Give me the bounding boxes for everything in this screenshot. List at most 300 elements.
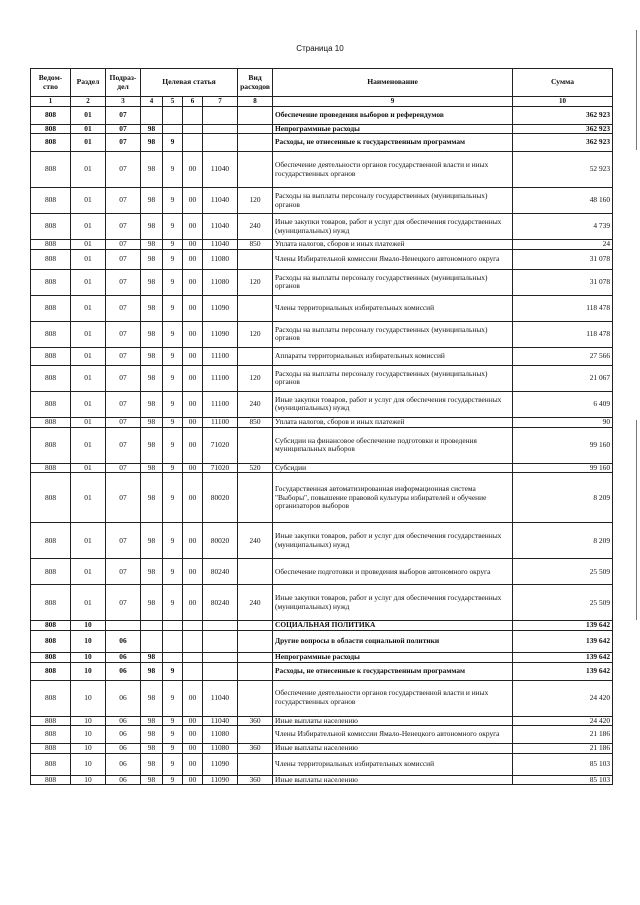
cell-razdel: 01 [71,321,106,347]
cell-cs4: 11040 [203,240,238,250]
cell-cs3 [183,621,203,631]
cell-summa: 8 209 [513,523,613,559]
cell-cs3: 00 [183,775,203,785]
cell-cs4: 11100 [203,347,238,365]
cell-cs3: 00 [183,716,203,726]
cell-cs2: 9 [163,249,183,269]
cell-podrazdel: 07 [106,240,141,250]
column-number-cell: 2 [71,97,106,107]
cell-razdel: 01 [71,124,106,134]
cell-vedomstvo: 808 [31,716,71,726]
cell-cs1: 98 [141,249,163,269]
cell-cs1: 98 [141,124,163,134]
cell-summa: 6 409 [513,391,613,417]
cell-cs1: 98 [141,152,163,188]
cell-vid: 850 [238,240,273,250]
cell-cs4: 11080 [203,726,238,744]
cell-cs1: 98 [141,188,163,214]
cell-vedomstvo: 808 [31,726,71,744]
cell-vedomstvo: 808 [31,680,71,716]
cell-summa: 24 [513,240,613,250]
cell-cs3: 00 [183,559,203,585]
cell-cs3: 00 [183,347,203,365]
cell-razdel: 01 [71,427,106,463]
column-number-cell: 9 [273,97,513,107]
cell-cs4: 80240 [203,585,238,621]
cell-cs4 [203,106,238,124]
table-row [31,753,613,775]
cell-podrazdel: 06 [106,726,141,744]
cell-podrazdel: 07 [106,188,141,214]
cell-summa: 139 642 [513,621,613,631]
cell-cs1: 98 [141,775,163,785]
header-tselevaya-statya: Целевая статья [141,69,238,97]
cell-razdel: 01 [71,391,106,417]
cell-cs3 [183,662,203,680]
cell-vid: 240 [238,214,273,240]
budget-table [30,68,613,785]
cell-summa: 48 160 [513,188,613,214]
table-row [31,463,613,473]
cell-naimenovanie: Обеспечение проведения выборов и референдумов [273,106,513,124]
cell-cs2 [163,124,183,134]
table-row [31,365,613,391]
cell-cs4 [203,662,238,680]
cell-cs3: 00 [183,391,203,417]
cell-cs2: 9 [163,753,183,775]
column-number-cell: 5 [163,97,183,107]
cell-razdel: 01 [71,106,106,124]
cell-vid [238,106,273,124]
cell-cs3: 00 [183,463,203,473]
table-row [31,391,613,417]
cell-cs1: 98 [141,463,163,473]
cell-vedomstvo: 808 [31,417,71,427]
cell-naimenovanie: Субсидии на финансовое обеспечение подготовки и проведения муниципальных выборов [273,427,513,463]
cell-podrazdel: 07 [106,347,141,365]
table-row [31,214,613,240]
cell-cs2 [163,630,183,652]
header-vid-raskhodov: Вид расходов [238,69,273,97]
cell-cs3: 00 [183,744,203,754]
cell-cs3: 00 [183,249,203,269]
cell-naimenovanie: Члены Избирательной комиссии Ямало-Ненецкого автономного округа [273,726,513,744]
cell-vid [238,559,273,585]
cell-vedomstvo: 808 [31,775,71,785]
cell-vedomstvo: 808 [31,249,71,269]
cell-cs4 [203,630,238,652]
cell-cs2: 9 [163,427,183,463]
cell-vedomstvo: 808 [31,106,71,124]
cell-podrazdel: 07 [106,391,141,417]
cell-cs4 [203,652,238,662]
cell-podrazdel: 07 [106,559,141,585]
cell-vedomstvo: 808 [31,152,71,188]
cell-cs3: 00 [183,321,203,347]
cell-summa: 4 739 [513,214,613,240]
cell-cs1: 98 [141,680,163,716]
cell-podrazdel: 06 [106,753,141,775]
cell-podrazdel: 07 [106,427,141,463]
cell-vedomstvo: 808 [31,124,71,134]
cell-cs2: 9 [163,662,183,680]
cell-cs1: 98 [141,269,163,295]
cell-vedomstvo: 808 [31,662,71,680]
cell-vedomstvo: 808 [31,523,71,559]
cell-summa: 139 642 [513,652,613,662]
cell-vid: 120 [238,188,273,214]
cell-razdel: 01 [71,269,106,295]
cell-cs2: 9 [163,680,183,716]
cell-cs2 [163,106,183,124]
cell-cs2: 9 [163,188,183,214]
cell-podrazdel: 06 [106,652,141,662]
cell-vid [238,124,273,134]
cell-cs2: 9 [163,744,183,754]
cell-cs4: 11090 [203,295,238,321]
cell-razdel: 10 [71,744,106,754]
cell-cs4: 11040 [203,716,238,726]
cell-podrazdel: 07 [106,295,141,321]
cell-razdel: 01 [71,295,106,321]
cell-naimenovanie: Непрограммные расходы [273,124,513,134]
cell-vedomstvo: 808 [31,621,71,631]
cell-cs2: 9 [163,523,183,559]
cell-podrazdel: 07 [106,269,141,295]
cell-summa: 362 923 [513,106,613,124]
cell-vid: 520 [238,463,273,473]
cell-razdel: 01 [71,347,106,365]
cell-podrazdel: 07 [106,134,141,152]
cell-summa: 27 566 [513,347,613,365]
cell-cs2: 9 [163,269,183,295]
cell-naimenovanie: Иные выплаты населению [273,716,513,726]
cell-razdel: 01 [71,249,106,269]
cell-naimenovanie: Государственная автоматизированная информационная система "Выборы", повышение правовой культуры избирателей и обучение организаторов выборов [273,473,513,523]
cell-vid [238,753,273,775]
table-row [31,295,613,321]
cell-vid: 360 [238,716,273,726]
cell-naimenovanie: Иные закупки товаров, работ и услуг для обеспечения государственных (муниципальных) нужд [273,523,513,559]
cell-summa: 21 186 [513,744,613,754]
cell-cs2: 9 [163,775,183,785]
page-number-label: Страница 10 [296,44,344,53]
table-row [31,523,613,559]
cell-cs2: 9 [163,347,183,365]
cell-cs1: 98 [141,240,163,250]
cell-razdel: 10 [71,630,106,652]
cell-vid [238,347,273,365]
cell-naimenovanie: Другие вопросы в области социальной политики [273,630,513,652]
cell-vedomstvo: 808 [31,559,71,585]
cell-cs1: 98 [141,391,163,417]
cell-podrazdel: 07 [106,473,141,523]
cell-naimenovanie: Иные выплаты населению [273,744,513,754]
cell-cs4: 80020 [203,473,238,523]
cell-vedomstvo: 808 [31,753,71,775]
cell-vid [238,680,273,716]
header-razdel: Раздел [71,69,106,97]
cell-naimenovanie: Уплата налогов, сборов и иных платежей [273,417,513,427]
cell-podrazdel: 06 [106,680,141,716]
cell-vid: 360 [238,744,273,754]
cell-cs1: 98 [141,585,163,621]
cell-summa: 118 478 [513,321,613,347]
table-row [31,652,613,662]
cell-razdel: 01 [71,240,106,250]
cell-cs3: 00 [183,269,203,295]
cell-cs3: 00 [183,188,203,214]
cell-vedomstvo: 808 [31,630,71,652]
cell-cs3: 00 [183,680,203,716]
cell-vedomstvo: 808 [31,188,71,214]
cell-summa: 139 642 [513,630,613,652]
cell-cs1: 98 [141,753,163,775]
column-number-cell: 1 [31,97,71,107]
cell-razdel: 10 [71,662,106,680]
cell-razdel: 01 [71,559,106,585]
cell-vedomstvo: 808 [31,473,71,523]
cell-razdel: 10 [71,775,106,785]
cell-vedomstvo: 808 [31,652,71,662]
cell-summa: 362 923 [513,124,613,134]
cell-cs2: 9 [163,716,183,726]
cell-cs3: 00 [183,523,203,559]
cell-vid: 120 [238,365,273,391]
cell-cs2: 9 [163,463,183,473]
cell-naimenovanie: Расходы, не отнесенные к государственным программам [273,134,513,152]
cell-summa: 85 103 [513,753,613,775]
cell-podrazdel: 07 [106,152,141,188]
column-number-cell: 10 [513,97,613,107]
cell-razdel: 10 [71,652,106,662]
cell-summa: 25 509 [513,585,613,621]
table-row [31,417,613,427]
cell-vedomstvo: 808 [31,427,71,463]
cell-razdel: 10 [71,726,106,744]
cell-podrazdel: 06 [106,716,141,726]
cell-naimenovanie: Иные закупки товаров, работ и услуг для обеспечения государственных (муниципальных) нужд [273,214,513,240]
cell-cs4: 71020 [203,427,238,463]
cell-podrazdel: 07 [106,321,141,347]
cell-cs4: 80020 [203,523,238,559]
cell-cs4: 11080 [203,744,238,754]
cell-vedomstvo: 808 [31,269,71,295]
table-row [31,726,613,744]
cell-cs4: 11040 [203,214,238,240]
cell-summa: 90 [513,417,613,427]
cell-cs4: 11080 [203,269,238,295]
cell-cs1: 98 [141,321,163,347]
cell-cs1: 98 [141,744,163,754]
cell-podrazdel: 07 [106,417,141,427]
cell-razdel: 01 [71,152,106,188]
cell-vid [238,249,273,269]
cell-vedomstvo: 808 [31,295,71,321]
cell-cs1: 98 [141,662,163,680]
cell-cs1 [141,630,163,652]
cell-vid [238,152,273,188]
table-row [31,249,613,269]
cell-cs4: 11100 [203,391,238,417]
cell-cs2: 9 [163,417,183,427]
cell-naimenovanie: Уплата налогов, сборов и иных платежей [273,240,513,250]
table-row [31,152,613,188]
cell-vid [238,662,273,680]
cell-cs3: 00 [183,473,203,523]
header-naimenovanie: Наименование [273,69,513,97]
cell-vedomstvo: 808 [31,321,71,347]
column-number-cell: 7 [203,97,238,107]
cell-vid [238,134,273,152]
column-number-cell: 4 [141,97,163,107]
table-row [31,427,613,463]
table-row [31,630,613,652]
cell-vedomstvo: 808 [31,214,71,240]
cell-summa: 99 160 [513,463,613,473]
table-row [31,188,613,214]
cell-cs2: 9 [163,473,183,523]
cell-cs3: 00 [183,240,203,250]
cell-naimenovanie: Иные выплаты населению [273,775,513,785]
cell-podrazdel: 07 [106,523,141,559]
cell-cs1: 98 [141,473,163,523]
cell-cs3: 00 [183,365,203,391]
cell-cs2 [163,652,183,662]
cell-vedomstvo: 808 [31,463,71,473]
cell-cs2 [163,621,183,631]
cell-cs4: 11100 [203,365,238,391]
cell-summa: 31 078 [513,269,613,295]
cell-vid [238,652,273,662]
table-body [31,106,613,785]
cell-vid: 240 [238,391,273,417]
cell-podrazdel: 06 [106,744,141,754]
scan-edge-mark [636,420,637,620]
cell-cs3: 00 [183,214,203,240]
cell-cs3: 00 [183,726,203,744]
cell-podrazdel: 07 [106,124,141,134]
cell-cs2: 9 [163,365,183,391]
table-row [31,106,613,124]
cell-razdel: 10 [71,716,106,726]
cell-vedomstvo: 808 [31,347,71,365]
table-row [31,716,613,726]
cell-podrazdel [106,621,141,631]
cell-podrazdel: 07 [106,463,141,473]
table-row [31,744,613,754]
table-row [31,559,613,585]
cell-cs3 [183,134,203,152]
cell-naimenovanie: Иные закупки товаров, работ и услуг для обеспечения государственных (муниципальных) нужд [273,585,513,621]
table-row [31,134,613,152]
cell-naimenovanie: Обеспечение деятельности органов государственной власти и иных государственных органов [273,680,513,716]
cell-summa: 139 642 [513,662,613,680]
cell-naimenovanie: Аппараты территориальных избирательных комиссий [273,347,513,365]
cell-cs1: 98 [141,295,163,321]
cell-summa: 21 186 [513,726,613,744]
column-number-row [31,97,613,107]
column-number-cell: 6 [183,97,203,107]
cell-cs1: 98 [141,652,163,662]
cell-naimenovanie: Расходы на выплаты персоналу государственных (муниципальных) органов [273,188,513,214]
cell-summa: 362 923 [513,134,613,152]
cell-vid [238,726,273,744]
table-row [31,347,613,365]
cell-summa: 85 103 [513,775,613,785]
table-row [31,621,613,631]
cell-cs2: 9 [163,726,183,744]
cell-cs3 [183,630,203,652]
cell-podrazdel: 07 [106,214,141,240]
cell-razdel: 01 [71,585,106,621]
cell-naimenovanie: Обеспечение подготовки и проведения выборов автономного округа [273,559,513,585]
cell-naimenovanie: Расходы на выплаты персоналу государственных (муниципальных) органов [273,321,513,347]
cell-cs4: 11090 [203,321,238,347]
cell-vid: 240 [238,523,273,559]
cell-naimenovanie: Члены Избирательной комиссии Ямало-Ненецкого автономного округа [273,249,513,269]
cell-cs4: 11100 [203,417,238,427]
cell-razdel: 01 [71,134,106,152]
cell-summa: 8 209 [513,473,613,523]
cell-cs2: 9 [163,152,183,188]
cell-vid [238,630,273,652]
cell-cs2: 9 [163,585,183,621]
cell-naimenovanie: Расходы на выплаты персоналу государственных (муниципальных) органов [273,269,513,295]
cell-cs1: 98 [141,134,163,152]
cell-podrazdel: 07 [106,365,141,391]
cell-cs4 [203,621,238,631]
cell-vid: 120 [238,321,273,347]
cell-cs4: 80240 [203,559,238,585]
header-vedomstvo: Ведом-ство [31,69,71,97]
cell-vedomstvo: 808 [31,391,71,417]
cell-vid [238,621,273,631]
cell-razdel: 01 [71,365,106,391]
cell-cs3 [183,124,203,134]
cell-cs2: 9 [163,134,183,152]
table-row [31,269,613,295]
column-number-cell: 8 [238,97,273,107]
cell-naimenovanie: Обеспечение деятельности органов государственной власти и иных государственных органов [273,152,513,188]
cell-summa: 99 160 [513,427,613,463]
scan-edge-mark [636,30,637,150]
cell-razdel: 10 [71,753,106,775]
cell-naimenovanie: Иные закупки товаров, работ и услуг для обеспечения государственных (муниципальных) нужд [273,391,513,417]
cell-cs1 [141,106,163,124]
column-number-cell: 3 [106,97,141,107]
cell-vid: 850 [238,417,273,427]
cell-cs1: 98 [141,365,163,391]
cell-cs3: 00 [183,295,203,321]
cell-vid: 120 [238,269,273,295]
cell-cs2: 9 [163,391,183,417]
cell-cs3: 00 [183,585,203,621]
cell-razdel: 10 [71,680,106,716]
header-podrazdel: Подраз-дел [106,69,141,97]
cell-vid: 360 [238,775,273,785]
cell-cs4 [203,124,238,134]
cell-podrazdel: 06 [106,662,141,680]
cell-cs2: 9 [163,559,183,585]
header-row [31,69,613,97]
cell-vedomstvo: 808 [31,240,71,250]
cell-summa: 52 923 [513,152,613,188]
cell-vedomstvo: 808 [31,585,71,621]
cell-cs1: 98 [141,427,163,463]
cell-cs1: 98 [141,559,163,585]
cell-razdel: 10 [71,621,106,631]
